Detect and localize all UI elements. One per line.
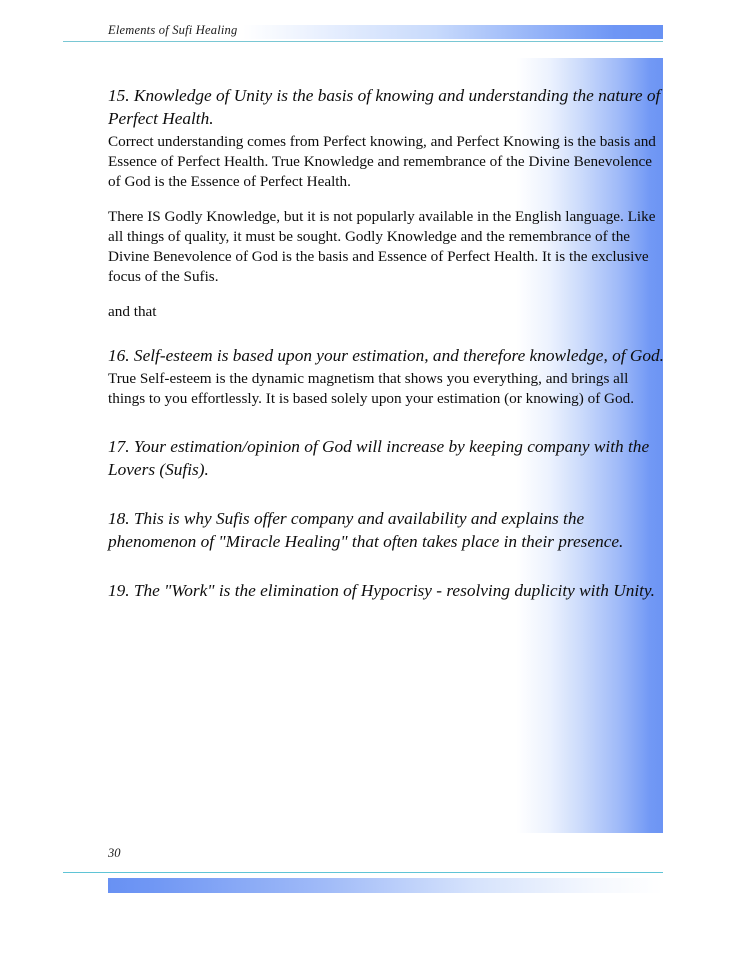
paragraph-15-b: There IS Godly Knowledge, but it is not popularly available in the English language. Like all things of quality, it must be sought. Godly Knowledge and the remembrance of the Divine Benevolence of God is the basis and Essence of Perfect Health. It is the exclusive focus of the Sufis. [108,208,656,285]
heading-item-15: 15. Knowledge of Unity is the basis of knowing and understanding the nature of Perfect Health. [108,86,661,128]
paragraph-15-a: Correct understanding comes from Perfect knowing, and Perfect Knowing is the basis and Essence of Perfect Health. True Knowledge and remembrance of the Divine Benevolence of God is the Essence of Perfect Health. [108,133,656,190]
footer-gradient-bar [108,878,663,893]
spacer [108,191,664,207]
running-header-title: Elements of Sufi Healing [108,23,238,37]
footer-divider-rule [63,872,663,873]
header-divider-rule [63,41,663,42]
connector-text-and-that: and that [108,303,157,321]
page-body-content [108,84,664,602]
page-number: 30 [108,846,121,860]
spacer [108,409,664,435]
heading-item-16: 16. Self-esteem is based upon your estimation, and therefore knowledge, of God. [108,346,664,365]
spacer [108,481,664,507]
heading-item-17: 17. Your estimation/opinion of God will increase by keeping company with the Lovers (Sufis). [108,436,650,479]
spacer [108,286,664,302]
spacer [108,553,664,579]
paragraph-16: True Self-esteem is the dynamic magnetism that shows you everything, and brings all things to you effortlessly. It is based solely upon your estimation (or knowing) of God. [108,370,635,407]
spacer [108,322,664,344]
heading-item-18: 18. This is why Sufis offer company and availability and explains the phenomenon of "Miracle Healing" that often takes place in their presence. [108,508,624,551]
heading-item-19: 19. The "Work" is the elimination of Hypocrisy - resolving duplicity with Unity. [108,580,655,600]
